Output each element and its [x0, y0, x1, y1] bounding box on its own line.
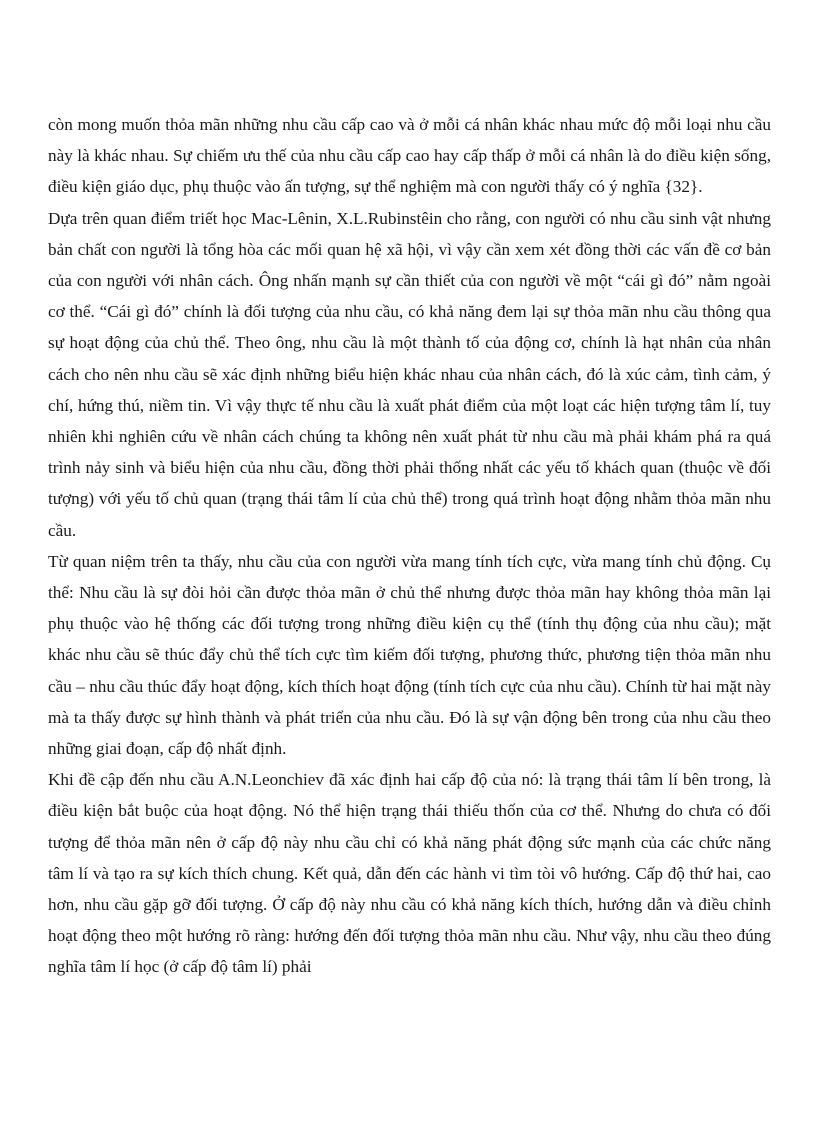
paragraph-4: Khi đề cập đến nhu cầu A.N.Leonchiev đã xác định hai cấp độ của nó: là trạng thái tâm lí bên trong, là điều kiện bắt buộc của hoạt động. Nó thể hiện trạng thái thiếu thốn của cơ thể. Nhưng do chưa có đối tượng để thỏa mãn nên ở cấp độ này nhu cầu chỉ có khả năng phát động sức mạnh của các chức năng tâm lí và tạo ra sự kích thích chung. Kết quả, dẫn đến các hành vi tìm tòi vô hướng. Cấp độ thứ hai, cao hơn, nhu cầu gặp gỡ đối tượng. Ở cấp độ này nhu cầu có khả năng kích thích, hướng dẫn và điều chỉnh hoạt động theo một hướng rõ ràng: hướng đến đối tượng thỏa mãn nhu cầu. Như vậy, nhu cầu theo đúng nghĩa tâm lí học (ở cấp độ tâm lí) phải	[48, 770, 771, 977]
paragraph-2: Dựa trên quan điểm triết học Mac-Lênin, X.L.Rubinstêin cho rằng, con người có nhu cầu sinh vật nhưng bản chất con người là tổng hòa các mối quan hệ xã hội, vì vậy cần xem xét đồng thời các vấn đề cơ bản của con người với nhân cách. Ông nhấn mạnh sự cần thiết của con người về một “cái gì đó” nằm ngoài cơ thể. “Cái gì đó” chính là đối tượng của nhu cầu, có khả năng đem lại sự thỏa mãn nhu cầu thông qua sự hoạt động của chủ thể. Theo ông, nhu cầu là một thành tố của động cơ, chính là hạt nhân của nhân cách cho nên nhu cầu sẽ xác định những biểu hiện khác nhau của nhân cách, đó là xúc cảm, tình cảm, ý chí, hứng thú, niềm tin. Vì vậy thực tế nhu cầu là xuất phát điểm của một loạt các hiện tượng tâm lí, tuy nhiên khi nghiên cứu về nhân cách chúng ta không nên xuất phát từ nhu cầu mà phải khám phá ra quá trình nảy sinh và biểu hiện của nhu cầu, đồng thời phải thống nhất các yếu tố khách quan (thuộc về đối tượng) với yếu tố chủ quan (trạng thái tâm lí của chủ thể) trong quá trình hoạt động nhằm thỏa mãn nhu cầu.	[48, 208, 771, 540]
document-page	[48, 109, 771, 983]
paragraph-3: Từ quan niệm trên ta thấy, nhu cầu của con người vừa mang tính tích cực, vừa mang tính chủ động. Cụ thể: Nhu cầu là sự đòi hỏi cần được thỏa mãn ở chủ thể nhưng được thỏa mãn hay không thỏa mãn lại phụ thuộc vào hệ thống các đối tượng trong những điều kiện cụ thể (tính thụ động của nhu cầu); mặt khác nhu cầu sẽ thúc đẩy chủ thể tích cực tìm kiếm đối tượng, phương thức, phương tiện thỏa mãn nhu cầu – nhu cầu thúc đẩy hoạt động, kích thích hoạt động (tính tích cực của nhu cầu). Chính từ hai mặt này mà ta thấy được sự hình thành và phát triển của nhu cầu. Đó là sự vận động bên trong của nhu cầu theo những giai đoạn, cấp độ nhất định.	[48, 551, 771, 759]
paragraph-1: còn mong muốn thỏa mãn những nhu cầu cấp cao và ở mỗi cá nhân khác nhau mức độ mỗi loại nhu cầu này là khác nhau. Sự chiếm ưu thế của nhu cầu cấp cao hay cấp thấp ở mỗi cá nhân là do điều kiện sống, điều kiện giáo dục, phụ thuộc vào ấn tượng, sự thể nghiệm mà con người thấy có ý nghĩa {32}.	[48, 115, 771, 197]
